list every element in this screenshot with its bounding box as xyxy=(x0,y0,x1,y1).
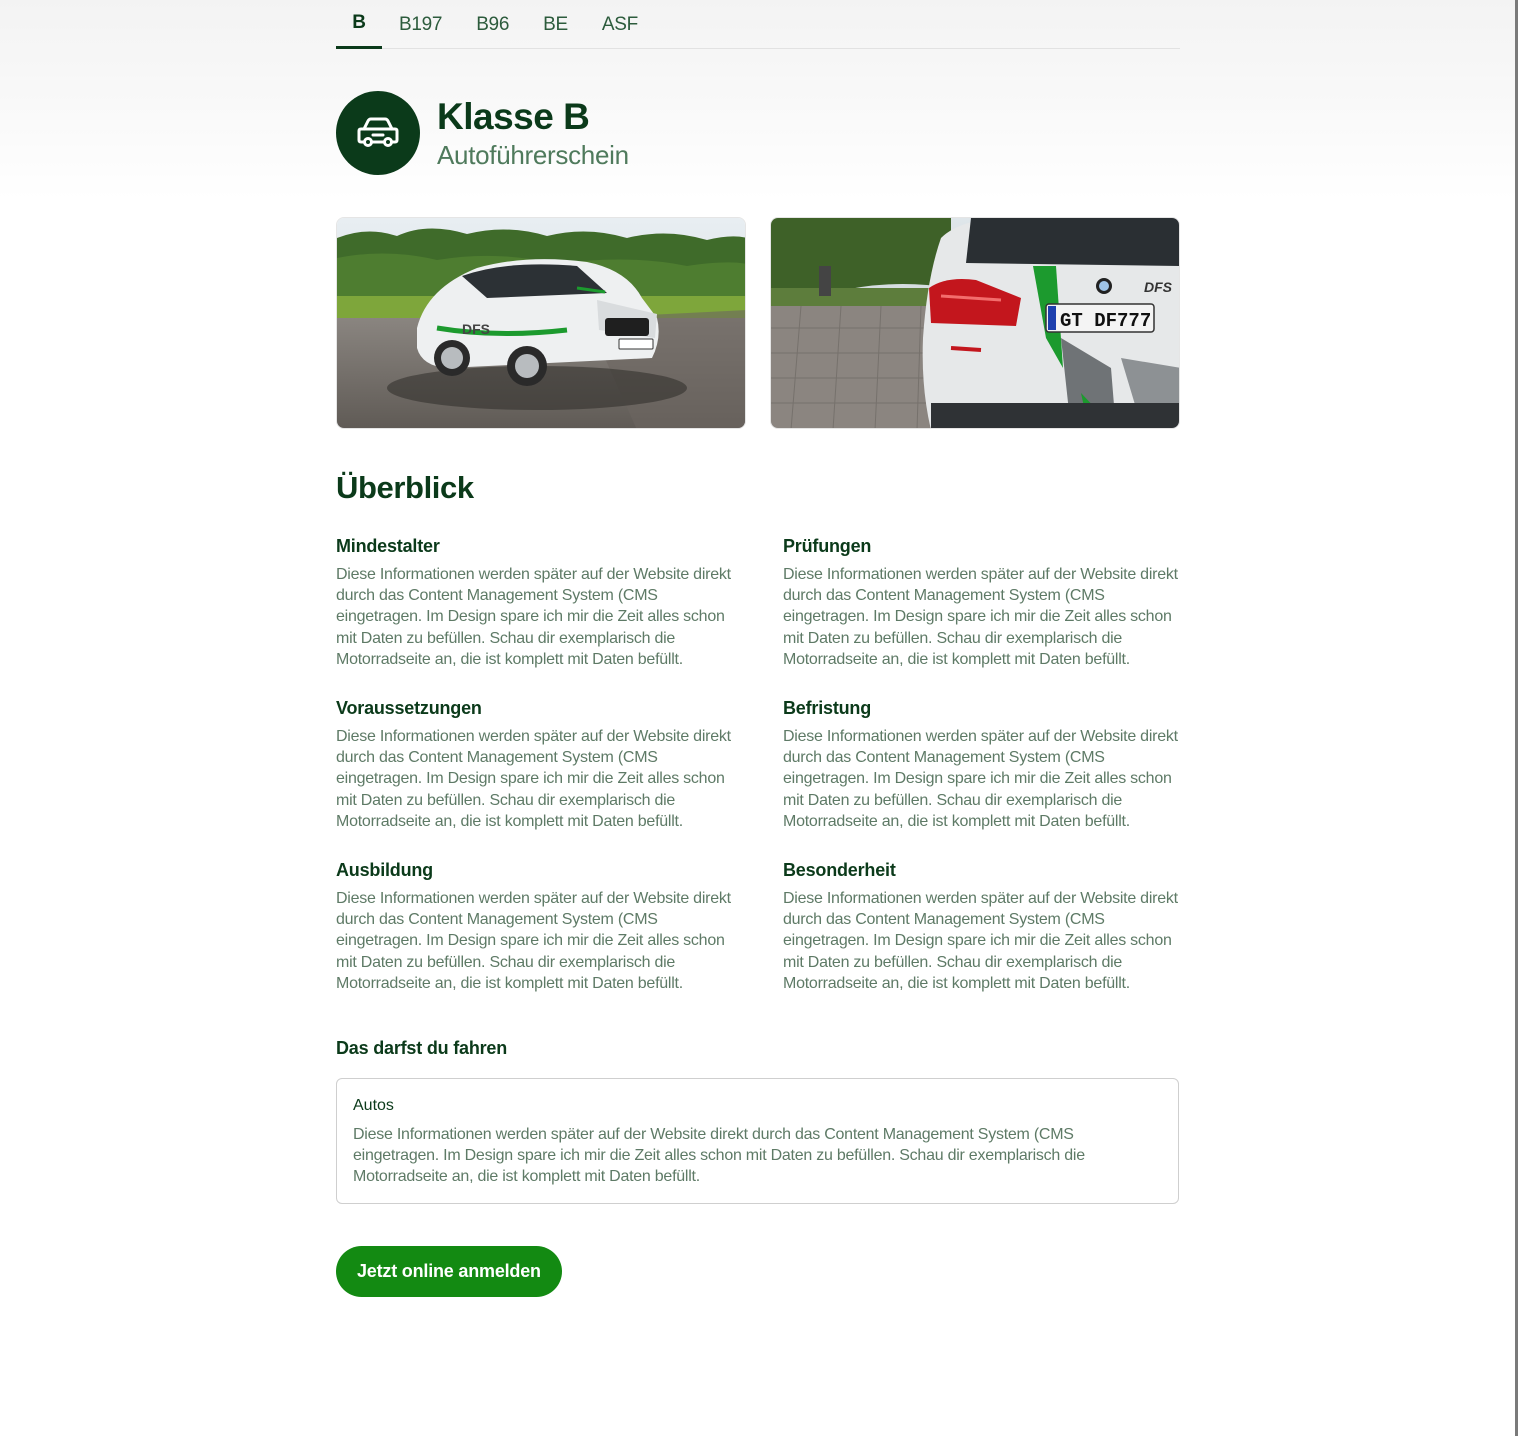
info-heading: Mindestalter xyxy=(336,536,440,556)
vehicles-heading: Das darfst du fahren xyxy=(336,1038,508,1058)
info-block-befristung xyxy=(783,696,1183,832)
info-text: Diese Informationen werden später auf der Website direkt durch das Content Management System (CMS eingetragen. Im Design spare ich mir die Zeit alles schon mit Daten zu befüllen. Schau dir exemplarisch die Motorradseite an, die ist komplett mit Daten befüllt. xyxy=(336,890,731,992)
info-block-mindestalter xyxy=(336,534,736,670)
info-block-ausbildung xyxy=(336,858,736,994)
info-heading: Prüfungen xyxy=(783,536,872,556)
svg-text:DFS: DFS xyxy=(462,321,490,337)
tab-asf[interactable]: ASF xyxy=(601,13,638,35)
photo-gallery xyxy=(336,217,1180,429)
info-text: Diese Informationen werden später auf der Website direkt durch das Content Management System (CMS eingetragen. Im Design spare ich mir die Zeit alles schon mit Daten zu befüllen. Schau dir exemplarisch die Motorradseite an, die ist komplett mit Daten befüllt. xyxy=(336,566,731,668)
info-text: Diese Informationen werden später auf der Website direkt durch das Content Management System (CMS eingetragen. Im Design spare ich mir die Zeit alles schon mit Daten zu befüllen. Schau dir exemplarisch die Motorradseite an, die ist komplett mit Daten befüllt. xyxy=(336,728,731,830)
car-rear-photo[interactable] xyxy=(770,217,1180,429)
vehicle-name: Autos xyxy=(353,1097,394,1114)
tab-b[interactable]: B xyxy=(336,0,382,49)
info-block-besonderheit xyxy=(783,858,1183,994)
title-block xyxy=(437,95,629,171)
page-content xyxy=(336,0,1180,1281)
page-subtitle: Autoführerschein xyxy=(437,140,629,170)
tab-be[interactable]: BE xyxy=(543,13,568,35)
tab-b197[interactable]: B197 xyxy=(399,13,443,35)
class-header xyxy=(336,91,629,175)
vehicle-card-autos xyxy=(336,1078,1179,1204)
info-heading: Ausbildung xyxy=(336,860,433,880)
license-class-tabs xyxy=(336,0,1180,49)
info-heading: Befristung xyxy=(783,698,872,718)
info-heading: Voraussetzungen xyxy=(336,698,482,718)
info-text: Diese Informationen werden später auf der Website direkt durch das Content Management System (CMS eingetragen. Im Design spare ich mir die Zeit alles schon mit Daten zu befüllen. Schau dir exemplarisch die Motorradseite an, die ist komplett mit Daten befüllt. xyxy=(783,728,1178,830)
car-icon xyxy=(336,91,420,175)
car-front-photo[interactable] xyxy=(336,217,746,429)
info-heading: Besonderheit xyxy=(783,860,896,880)
info-block-pruefungen xyxy=(783,534,1183,670)
svg-text:DFS: DFS xyxy=(1144,279,1172,295)
vehicle-description: Diese Informationen werden später auf der Website direkt durch das Content Management System (CMS eingetragen. Im Design spare ich mir die Zeit alles schon mit Daten zu befüllen. Schau dir exemplarisch die Motorradseite an, die ist komplett mit Daten befüllt. xyxy=(353,1126,1085,1185)
page-title: Klasse B xyxy=(437,96,590,137)
svg-text:GT DF777: GT DF777 xyxy=(1060,310,1152,332)
info-text: Diese Informationen werden später auf der Website direkt durch das Content Management System (CMS eingetragen. Im Design spare ich mir die Zeit alles schon mit Daten zu befüllen. Schau dir exemplarisch die Motorradseite an, die ist komplett mit Daten befüllt. xyxy=(783,566,1178,668)
info-text: Diese Informationen werden später auf der Website direkt durch das Content Management System (CMS eingetragen. Im Design spare ich mir die Zeit alles schon mit Daten zu befüllen. Schau dir exemplarisch die Motorradseite an, die ist komplett mit Daten befüllt. xyxy=(783,890,1178,992)
register-online-button[interactable]: Jetzt online anmelden xyxy=(336,1246,562,1297)
overview-heading: Überblick xyxy=(336,470,474,505)
info-block-voraussetzungen xyxy=(336,696,736,832)
tab-b96[interactable]: B96 xyxy=(476,13,510,35)
